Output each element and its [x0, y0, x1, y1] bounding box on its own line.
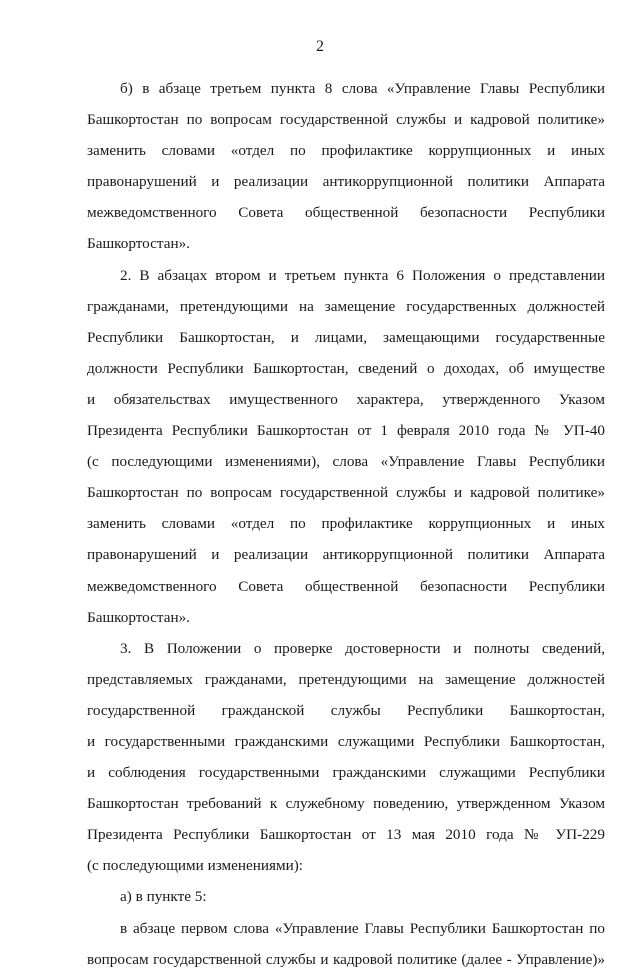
paragraph-line: должности Республики Башкортостан, сведений о доходах, об имуществе: [87, 359, 605, 377]
document-body: [87, 73, 605, 975]
paragraph-line: 3. В Положении о проверке достоверности и полноты сведений,: [120, 639, 605, 657]
paragraph-line: и соблюдения государственными гражданскими служащими Республики: [87, 764, 605, 782]
paragraph-line: и обязательствах имущественного характера, утвержденного Указом: [87, 390, 605, 408]
paragraph-line: заменить словами «отдел по профилактике коррупционных и иных: [87, 515, 605, 533]
paragraph-line: гражданами, претендующими на замещение государственных должностей: [87, 297, 605, 315]
paragraph-line: Башкортостан по вопросам государственной службы и кадровой политике»: [87, 111, 605, 129]
paragraph-line: в абзаце первом слова «Управление Главы Республики Башкортостан по: [120, 919, 605, 937]
paragraph-line: Башкортостан по вопросам государственной службы и кадровой политике»: [87, 484, 605, 502]
paragraph-line: правонарушений и реализации антикоррупционной политики Аппарата: [87, 546, 605, 564]
page-number: 2: [316, 38, 324, 55]
paragraph-line: а) в пункте 5:: [120, 888, 207, 906]
paragraph-line: Президента Республики Башкортостан от 1 февраля 2010 года № УП-40: [87, 422, 605, 440]
paragraph-line: Башкортостан».: [87, 235, 190, 253]
paragraph-line: заменить словами «отдел по профилактике коррупционных и иных: [87, 142, 605, 160]
paragraph-line: государственной гражданской службы Республики Башкортостан,: [87, 701, 605, 719]
paragraph-line: 2. В абзацах втором и третьем пункта 6 Положения о представлении: [120, 266, 605, 284]
paragraph-line: (с последующими изменениями):: [87, 857, 303, 875]
paragraph-line: (с последующими изменениями), слова «Управление Главы Республики: [87, 453, 605, 471]
paragraph-line: вопросам государственной службы и кадровой политике (далее - Управление)»: [87, 950, 605, 968]
paragraph-line: межведомственного Совета общественной безопасности Республики: [87, 204, 605, 222]
paragraph-line: Президента Республики Башкортостан от 13 мая 2010 года № УП-229: [87, 826, 605, 844]
paragraph-line: правонарушений и реализации антикоррупционной политики Аппарата: [87, 173, 605, 191]
paragraph-line: представляемых гражданами, претендующими на замещение должностей: [87, 670, 605, 688]
paragraph-line: Башкортостан требований к служебному поведению, утвержденном Указом: [87, 795, 605, 813]
paragraph-line: Республики Башкортостан, и лицами, замещающими государственные: [87, 328, 605, 346]
paragraph-line: межведомственного Совета общественной безопасности Республики: [87, 577, 605, 595]
paragraph-line: и государственными гражданскими служащими Республики Башкортостан,: [87, 732, 605, 750]
paragraph-line: б) в абзаце третьем пункта 8 слова «Управление Главы Республики: [120, 80, 605, 97]
paragraph-line: Башкортостан».: [87, 608, 190, 626]
